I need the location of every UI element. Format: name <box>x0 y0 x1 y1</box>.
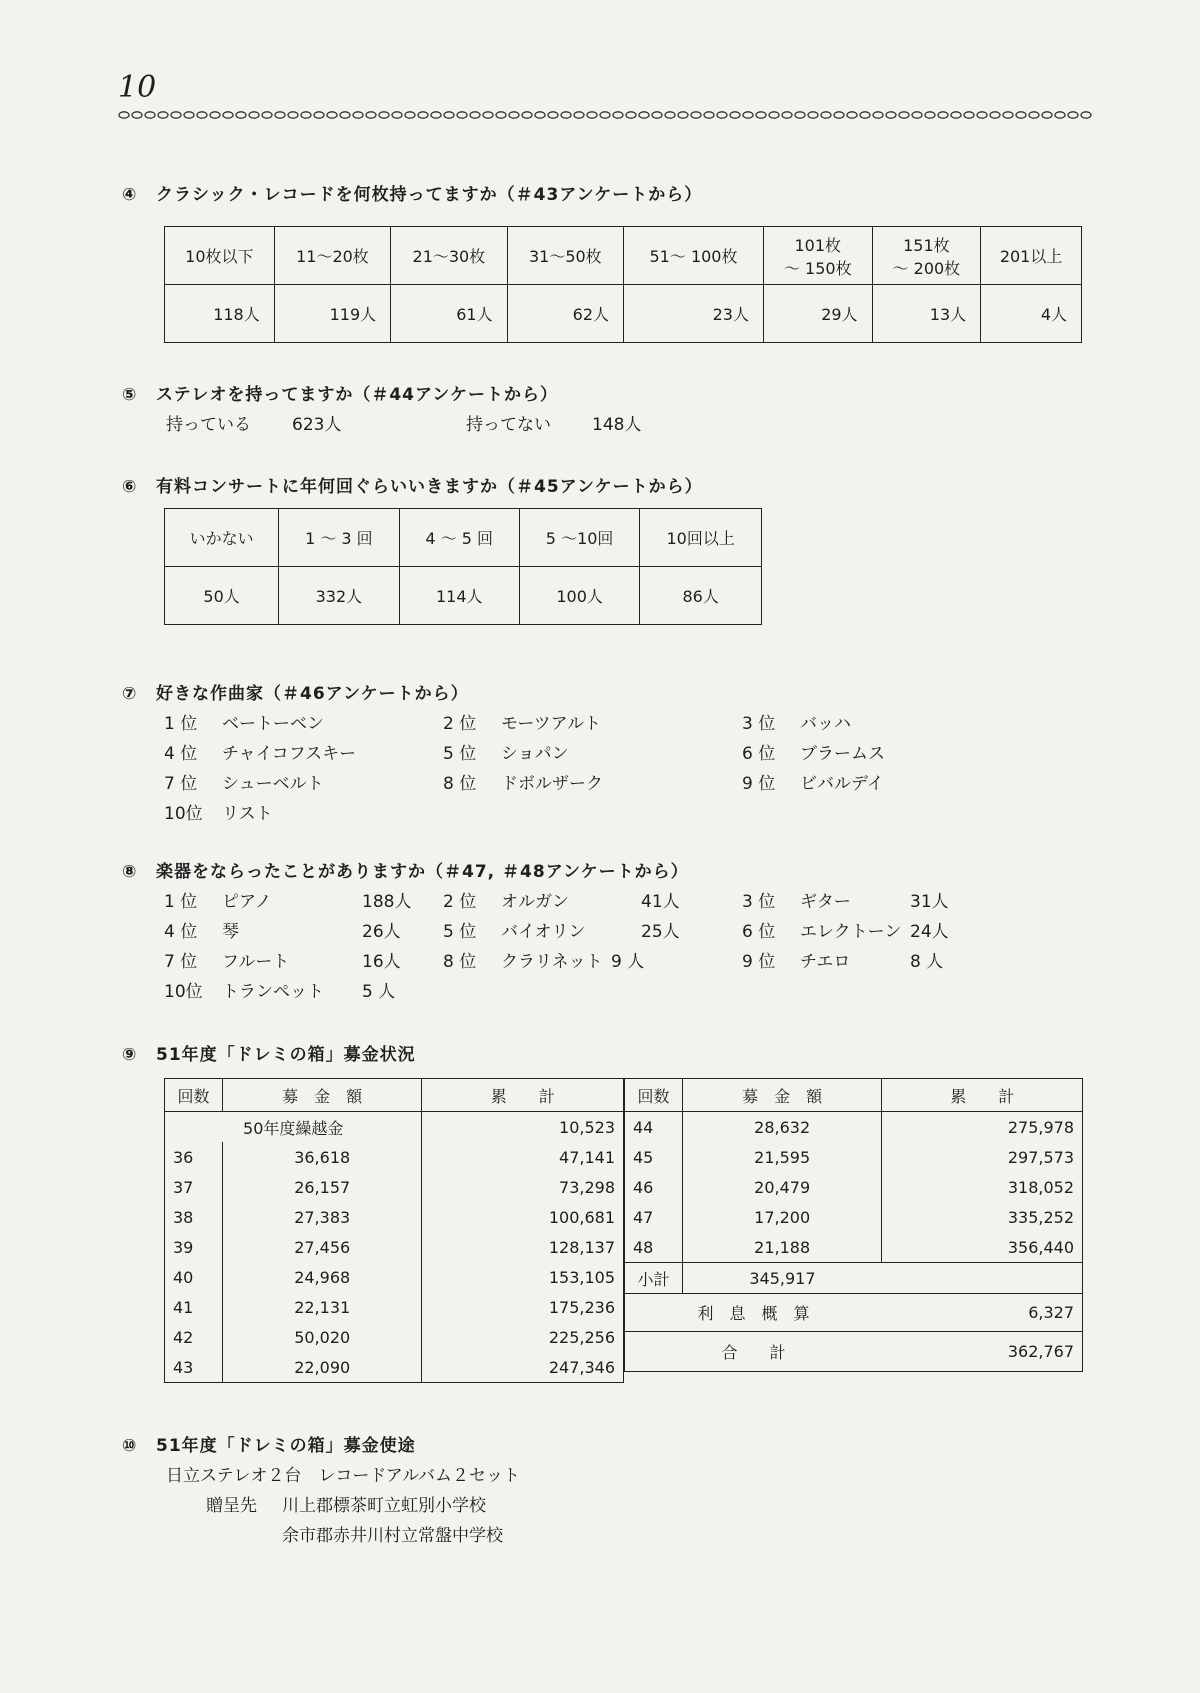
ornament-link <box>990 112 1000 118</box>
value-cell: 119人 <box>274 285 390 343</box>
ornament-link <box>600 112 610 118</box>
ornament-link <box>418 112 428 118</box>
fund-table-right <box>624 1078 1083 1372</box>
amount-cell: 26,157 <box>222 1172 422 1202</box>
ornament-link <box>925 112 935 118</box>
ornament-link <box>899 112 909 118</box>
ornament-link <box>327 112 337 118</box>
value-cell: 86人 <box>640 567 762 625</box>
ornament-link <box>158 112 168 118</box>
ornament-link <box>977 112 987 118</box>
value-cell: 332人 <box>279 567 399 625</box>
section-concert <box>122 472 735 606</box>
ornament-link <box>184 112 194 118</box>
rank-label: 9 位 <box>742 952 776 972</box>
ornament-link <box>847 112 857 118</box>
header-cell: 201以上 <box>981 227 1082 285</box>
ornament-link <box>639 112 649 118</box>
round-cell: 46 <box>633 1177 654 1197</box>
total-cell: 47,141 <box>422 1142 624 1172</box>
ornament-link <box>444 112 454 118</box>
ornament-link <box>301 112 311 118</box>
rank-label: 5 位 <box>443 922 477 942</box>
ornament-link <box>1042 112 1052 118</box>
ornament-link <box>275 112 285 118</box>
total-cell: 275,978 <box>882 1112 1083 1143</box>
ornament-link <box>262 112 272 118</box>
subtotal-row <box>625 1263 1083 1294</box>
ornament-link <box>795 112 805 118</box>
ornament-link <box>366 112 376 118</box>
rank-name: フルート <box>222 952 290 972</box>
ornament-link <box>535 112 545 118</box>
amount-cell: 17,200 <box>682 1202 882 1232</box>
table-row <box>165 1262 624 1292</box>
ornament-link <box>171 112 181 118</box>
ornament-link <box>522 112 532 118</box>
ornament-link <box>938 112 948 118</box>
rank-label: 6 位 <box>742 922 776 942</box>
amount-cell: 22,131 <box>222 1292 422 1322</box>
total-cell: 100,681 <box>422 1202 624 1232</box>
interest-row <box>625 1294 1083 1332</box>
ornament-link <box>834 112 844 118</box>
ornament-link <box>730 112 740 118</box>
rank-name: ギター <box>800 892 851 912</box>
subtotal-value: 345,917 <box>682 1263 882 1294</box>
section-heading <box>122 380 558 405</box>
ornament-link <box>132 112 142 118</box>
carryover-total: 10,523 <box>422 1112 624 1143</box>
rank-count: 31人 <box>910 892 949 912</box>
carryover-label: 50年度繰越金 <box>243 1118 344 1138</box>
rank-name: ブラームス <box>800 744 885 764</box>
header-cell: いかない <box>165 509 279 567</box>
ornament-link <box>678 112 688 118</box>
rank-label: 10位 <box>164 804 203 824</box>
ornament-link <box>1055 112 1065 118</box>
ornament-link <box>912 112 922 118</box>
round-cell: 43 <box>173 1357 194 1377</box>
rank-name: チャイコフスキー <box>222 744 357 764</box>
amount-cell: 21,595 <box>682 1142 882 1172</box>
recipient-label: 贈呈先 <box>206 1496 257 1516</box>
value-cell: 29人 <box>763 285 872 343</box>
value-cell: 13人 <box>872 285 981 343</box>
recipient-school-1: 川上郡標茶町立虹別小学校 <box>282 1496 486 1516</box>
table-row <box>625 1172 1083 1202</box>
grand-total-value: 362,767 <box>1007 1342 1074 1361</box>
header-cell: 101枚 〜 150枚 <box>763 227 872 285</box>
rank-name: バイオリン <box>501 922 586 942</box>
round-cell: 48 <box>633 1237 654 1257</box>
rank-count: 25人 <box>641 922 680 942</box>
rank-label: 4 位 <box>164 922 198 942</box>
rank-count: 41人 <box>641 892 680 912</box>
ornament-link <box>1081 112 1091 118</box>
header-cell: 11〜20枚 <box>274 227 390 285</box>
ornament-link <box>951 112 961 118</box>
ornament-link <box>691 112 701 118</box>
section-number: ⑤ <box>122 385 138 405</box>
round-cell: 40 <box>173 1267 194 1287</box>
rank-name: リスト <box>222 804 273 824</box>
ornament-link <box>665 112 675 118</box>
section-number: ⑧ <box>122 862 138 882</box>
table-row <box>165 1292 624 1322</box>
ornament-link <box>457 112 467 118</box>
round-cell: 39 <box>173 1237 194 1257</box>
section-instruments <box>122 857 949 1002</box>
value-cell: 23人 <box>624 285 764 343</box>
interest-value: 6,327 <box>1028 1303 1074 1322</box>
concert-table <box>164 508 762 625</box>
ornament-link <box>223 112 233 118</box>
ornament-link <box>1016 112 1026 118</box>
col-total: 累 計 <box>882 1079 1083 1112</box>
rank-name: ビバルデイ <box>800 774 884 794</box>
header-cell: 31〜50枚 <box>507 227 623 285</box>
section-heading <box>122 1431 416 1456</box>
rank-label: 7 位 <box>164 952 198 972</box>
rank-name: ピアノ <box>222 892 272 912</box>
round-cell: 47 <box>633 1207 654 1227</box>
section-fund-use <box>122 1431 520 1546</box>
value-cell: 118人 <box>165 285 275 343</box>
round-cell: 36 <box>173 1147 194 1167</box>
rank-label: 4 位 <box>164 744 198 764</box>
rank-label: 8 位 <box>443 774 477 794</box>
rank-count: 188人 <box>362 892 412 912</box>
rank-count: 8 人 <box>910 952 944 972</box>
value-cell: 100人 <box>519 567 639 625</box>
section-title: 有料コンサートに年何回ぐらいいきますか（＃45アンケートから） <box>156 477 703 497</box>
ornament-link <box>379 112 389 118</box>
ornament-link <box>249 112 259 118</box>
table-row <box>625 1142 1083 1172</box>
rank-label: 3 位 <box>742 714 776 734</box>
table-row <box>165 1202 624 1232</box>
table-row <box>165 1232 624 1262</box>
ornament-link <box>808 112 818 118</box>
total-cell: 73,298 <box>422 1172 624 1202</box>
subtotal-label: 小計 <box>625 1263 683 1294</box>
rank-name: チエロ <box>800 952 851 972</box>
ornament-link <box>470 112 480 118</box>
donation-items: 日立ステレオ２台 レコードアルバム２セット <box>166 1466 520 1486</box>
ornament-link <box>587 112 597 118</box>
ornament-link <box>769 112 779 118</box>
amount-cell: 50,020 <box>222 1322 422 1352</box>
rank-name: ショパン <box>501 744 569 764</box>
ornament-link <box>613 112 623 118</box>
total-cell: 247,346 <box>422 1352 624 1383</box>
rank-name: モーツアルト <box>501 714 601 734</box>
total-cell: 335,252 <box>882 1202 1083 1232</box>
rank-name: ベートーベン <box>222 714 324 734</box>
round-cell: 45 <box>633 1147 654 1167</box>
section-title: 楽器をならったことがありますか（＃47, ＃48アンケートから） <box>156 862 689 882</box>
recipient-school-2: 余市郡赤井川村立常盤中学校 <box>282 1526 503 1546</box>
header-cell: 10枚以下 <box>165 227 275 285</box>
ornament-link <box>1003 112 1013 118</box>
rank-label: 7 位 <box>164 774 198 794</box>
section-number: ⑥ <box>122 477 138 497</box>
col-amount: 募 金 額 <box>682 1079 882 1112</box>
ornament-link <box>431 112 441 118</box>
ornament-link <box>626 112 636 118</box>
header-cell: 21〜30枚 <box>391 227 507 285</box>
ornament-link <box>236 112 246 118</box>
section-title: 51年度「ドレミの箱」募金使途 <box>156 1436 416 1456</box>
total-cell: 128,137 <box>422 1232 624 1262</box>
ornament-link <box>197 112 207 118</box>
table-row <box>165 1172 624 1202</box>
ornament-link <box>405 112 415 118</box>
ornament-link <box>353 112 363 118</box>
amount-cell: 36,618 <box>222 1142 422 1172</box>
total-cell: 356,440 <box>882 1232 1083 1263</box>
rank-label: 5 位 <box>443 744 477 764</box>
grand-total-row <box>625 1332 1083 1372</box>
stereo-yes-value: 623人 <box>292 415 342 435</box>
table-row <box>625 1202 1083 1232</box>
ornament-link <box>548 112 558 118</box>
section-title: ステレオを持ってますか（＃44アンケートから） <box>156 385 558 405</box>
ornament-link <box>782 112 792 118</box>
rank-name: クラリネット <box>501 952 603 972</box>
ornament-link <box>860 112 870 118</box>
ornament-link <box>1029 112 1039 118</box>
rank-label: 8 位 <box>443 952 477 972</box>
ornament-link <box>509 112 519 118</box>
header-cell: 5 〜10回 <box>519 509 639 567</box>
rank-name: 琴 <box>222 922 239 942</box>
section-title: 51年度「ドレミの箱」募金状況 <box>156 1045 416 1065</box>
ornament-link <box>210 112 220 118</box>
rank-count: 16人 <box>362 952 401 972</box>
rank-label: 3 位 <box>742 892 776 912</box>
header-cell: 1 〜 3 回 <box>279 509 399 567</box>
section-heading <box>122 180 702 205</box>
ornament-link <box>964 112 974 118</box>
col-round: 回数 <box>625 1079 683 1112</box>
ornament-link <box>483 112 493 118</box>
amount-cell: 20,479 <box>682 1172 882 1202</box>
rank-count: 24人 <box>910 922 949 942</box>
amount-cell: 22,090 <box>222 1352 422 1383</box>
col-amount: 募 金 額 <box>222 1079 422 1112</box>
round-cell: 42 <box>173 1327 194 1347</box>
table-row <box>165 1112 624 1143</box>
rank-name: オルガン <box>501 892 569 912</box>
table-row <box>165 1352 624 1383</box>
record-count-table <box>164 226 1082 343</box>
section-title: 好きな作曲家（＃46アンケートから） <box>156 684 469 704</box>
rank-name: エレクトーン <box>800 922 902 942</box>
rank-name: トランペット <box>222 982 324 1002</box>
stereo-no-value: 148人 <box>592 415 642 435</box>
total-cell: 297,573 <box>882 1142 1083 1172</box>
ornament-link <box>1068 112 1078 118</box>
amount-cell: 27,456 <box>222 1232 422 1262</box>
rank-count: 9 人 <box>611 952 645 972</box>
value-cell: 61人 <box>391 285 507 343</box>
total-cell: 318,052 <box>882 1172 1083 1202</box>
rank-label: 1 位 <box>164 892 198 912</box>
section-number: ⑦ <box>122 684 138 704</box>
ornament-link <box>314 112 324 118</box>
header-cell: 4 〜 5 回 <box>399 509 519 567</box>
ornament-link <box>704 112 714 118</box>
rank-label: 1 位 <box>164 714 198 734</box>
interest-label: 利 息 概 算 <box>625 1294 882 1332</box>
ornament-link <box>743 112 753 118</box>
rank-name: ドボルザーク <box>501 774 603 794</box>
rank-label: 9 位 <box>742 774 776 794</box>
section-heading <box>122 857 689 882</box>
ornament-link <box>756 112 766 118</box>
section-heading <box>122 1040 416 1065</box>
header-cell: 151枚 〜 200枚 <box>872 227 981 285</box>
amount-cell: 24,968 <box>222 1262 422 1292</box>
section-number: ④ <box>122 185 138 205</box>
col-total: 累 計 <box>422 1079 624 1112</box>
ornament-link <box>392 112 402 118</box>
round-cell: 44 <box>633 1117 654 1137</box>
ornament-link <box>574 112 584 118</box>
total-cell: 153,105 <box>422 1262 624 1292</box>
amount-cell: 28,632 <box>682 1112 882 1143</box>
section-heading <box>122 472 703 497</box>
ornament-link <box>561 112 571 118</box>
ornament-link <box>496 112 506 118</box>
ornament-link <box>652 112 662 118</box>
amount-cell: 27,383 <box>222 1202 422 1232</box>
ornament-link <box>119 112 129 118</box>
rank-label: 10位 <box>164 982 203 1002</box>
fund-table-left <box>164 1078 624 1383</box>
rank-label: 2 位 <box>443 714 477 734</box>
total-cell: 175,236 <box>422 1292 624 1322</box>
stereo-no-label: 持ってない <box>466 415 551 435</box>
value-cell: 4人 <box>981 285 1082 343</box>
col-round: 回数 <box>165 1079 223 1112</box>
value-cell: 62人 <box>507 285 623 343</box>
section-heading <box>122 679 469 704</box>
grand-total-label: 合 計 <box>625 1332 882 1372</box>
page-number: 10 <box>118 70 157 105</box>
section-record-count <box>122 180 1067 324</box>
table-row <box>625 1112 1083 1143</box>
rank-name: シューベルト <box>222 774 324 794</box>
round-cell: 41 <box>173 1297 194 1317</box>
ornament-link <box>340 112 350 118</box>
header-cell: 10回以上 <box>640 509 762 567</box>
ornament-link <box>717 112 727 118</box>
header-cell: 51〜 100枚 <box>624 227 764 285</box>
ornament-link <box>145 112 155 118</box>
rank-name: バッハ <box>800 714 851 734</box>
stereo-yes-label: 持っている <box>166 415 251 435</box>
round-cell: 38 <box>173 1207 194 1227</box>
table-row <box>165 1322 624 1352</box>
ornament-link <box>288 112 298 118</box>
section-title: クラシック・レコードを何枚持ってますか（＃43アンケートから） <box>156 185 703 205</box>
section-number: ⑨ <box>122 1045 138 1065</box>
ornament-link <box>873 112 883 118</box>
rank-label: 2 位 <box>443 892 477 912</box>
amount-cell: 21,188 <box>682 1232 882 1263</box>
value-cell: 114人 <box>399 567 519 625</box>
value-cell: 50人 <box>165 567 279 625</box>
table-row <box>165 1142 624 1172</box>
section-stereo <box>122 380 642 435</box>
ornament-link <box>821 112 831 118</box>
table-row <box>625 1232 1083 1263</box>
rank-label: 6 位 <box>742 744 776 764</box>
section-number: ⑩ <box>122 1436 138 1456</box>
decorative-border <box>118 108 1093 122</box>
section-fund-status <box>122 1040 1074 1377</box>
round-cell: 37 <box>173 1177 194 1197</box>
section-composers <box>122 679 885 824</box>
rank-count: 26人 <box>362 922 401 942</box>
total-cell: 225,256 <box>422 1322 624 1352</box>
rank-count: 5 人 <box>362 982 396 1002</box>
ornament-link <box>886 112 896 118</box>
